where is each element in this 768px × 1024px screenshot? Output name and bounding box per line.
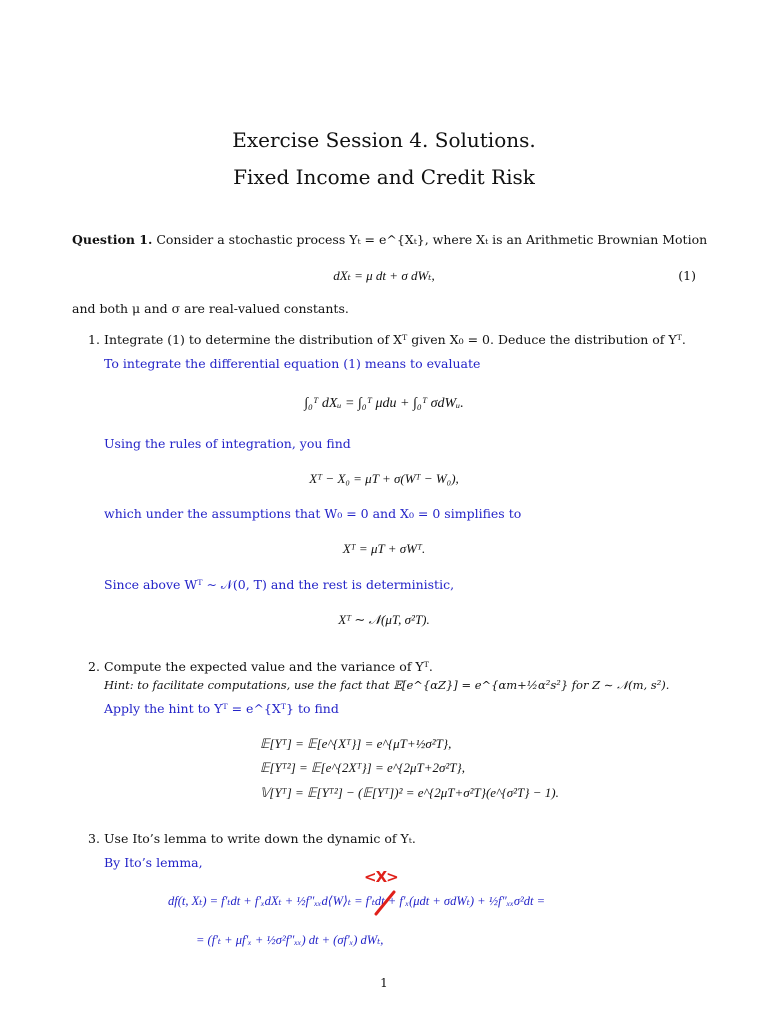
item-2-prompt: Compute the expected value and the variance of Yᵀ. bbox=[104, 659, 433, 674]
question-statement bbox=[72, 232, 707, 247]
item-1-solution-rules: Using the rules of integration, you find bbox=[104, 436, 351, 451]
item-3-prompt: Use Ito’s lemma to write down the dynamic of Yₜ. bbox=[104, 831, 416, 846]
equation-number-1: (1) bbox=[678, 268, 696, 283]
item-1-number: 1. bbox=[88, 332, 100, 347]
item-3-number: 3. bbox=[88, 831, 100, 846]
item-3-ito-equation-line-2: = (f′ₜ + μf′ₓ + ½σ²f″ₓₓ) dt + (σf′ₓ) dWₜ, bbox=[196, 933, 384, 947]
item-1-solution-assumptions: which under the assumptions that W₀ = 0 and X₀ = 0 simplifies to bbox=[104, 506, 522, 521]
strike-icon bbox=[364, 868, 404, 924]
title-line-2: Fixed Income and Credit Risk bbox=[233, 165, 535, 189]
item-2-solution-apply: Apply the hint to Yᵀ = e^{Xᵀ} to find bbox=[104, 701, 339, 716]
item-1-difference-equation: Xᵀ − X₀ = μT + σ(Wᵀ − W₀), bbox=[309, 471, 459, 486]
item-1-solution-since: Since above Wᵀ ∼ 𝒩(0, T) and the rest is deterministic, bbox=[104, 577, 455, 592]
item-1-solution-intro: To integrate the differential equation (1) means to evaluate bbox=[104, 356, 481, 371]
item-3-ito-equation-line-1: df(t, Xₜ) = f′ₜdt + f′ₓdXₜ + ½f″ₓₓd⟨W⟩ₜ = f′ₜdt + f′ₓ(μdt + σdWₜ) + ½f″ₓₓσ²dt = bbox=[168, 894, 546, 908]
item-2-number: 2. bbox=[88, 659, 100, 674]
item-2-second-moment-equation: 𝔼[Yᵀ²] = 𝔼[e^{2Xᵀ}] = e^{2μT+2σ²T}, bbox=[260, 760, 465, 775]
item-1-distribution-equation: Xᵀ ∼ 𝒩(μT, σ²T). bbox=[338, 612, 430, 627]
page-number: 1 bbox=[380, 976, 388, 990]
question-after-text: and both μ and σ are real-valued constants. bbox=[72, 301, 349, 316]
question-label: Question 1. bbox=[72, 232, 153, 247]
equation-1: dXₜ = μ dt + σ dWₜ, bbox=[333, 268, 435, 283]
title-line-1: Exercise Session 4. Solutions. bbox=[232, 128, 536, 152]
question-text: Consider a stochastic process Yₜ = e^{Xₜ}, where Xₜ is an Arithmetic Brownian Motion bbox=[156, 232, 708, 247]
item-1-prompt: Integrate (1) to determine the distribution of Xᵀ given X₀ = 0. Deduce the distribution of Yᵀ. bbox=[104, 332, 686, 347]
annotation-text: <X> bbox=[364, 868, 398, 886]
item-1-simplified-equation: Xᵀ = μT + σWᵀ. bbox=[342, 541, 426, 556]
handwritten-correction bbox=[364, 868, 404, 924]
item-2-mean-equation: 𝔼[Yᵀ] = 𝔼[e^{Xᵀ}] = e^{μT+½σ²T}, bbox=[260, 736, 452, 751]
item-3-solution-ito: By Ito’s lemma, bbox=[104, 855, 203, 870]
item-1-integral-equation: ∫₀ᵀ dXᵤ = ∫₀ᵀ μdu + ∫₀ᵀ σdWᵤ. bbox=[304, 396, 464, 411]
item-2-variance-equation: 𝕍[Yᵀ] = 𝔼[Yᵀ²] − (𝔼[Yᵀ])² = e^{2μT+σ²T}(e^{σ²T} − 1). bbox=[260, 785, 559, 800]
item-2-hint: Hint: to facilitate computations, use the fact that 𝔼[e^{αZ}] = e^{αm+½α²s²} for Z ∼ 𝒩(m, s²). bbox=[104, 678, 670, 692]
